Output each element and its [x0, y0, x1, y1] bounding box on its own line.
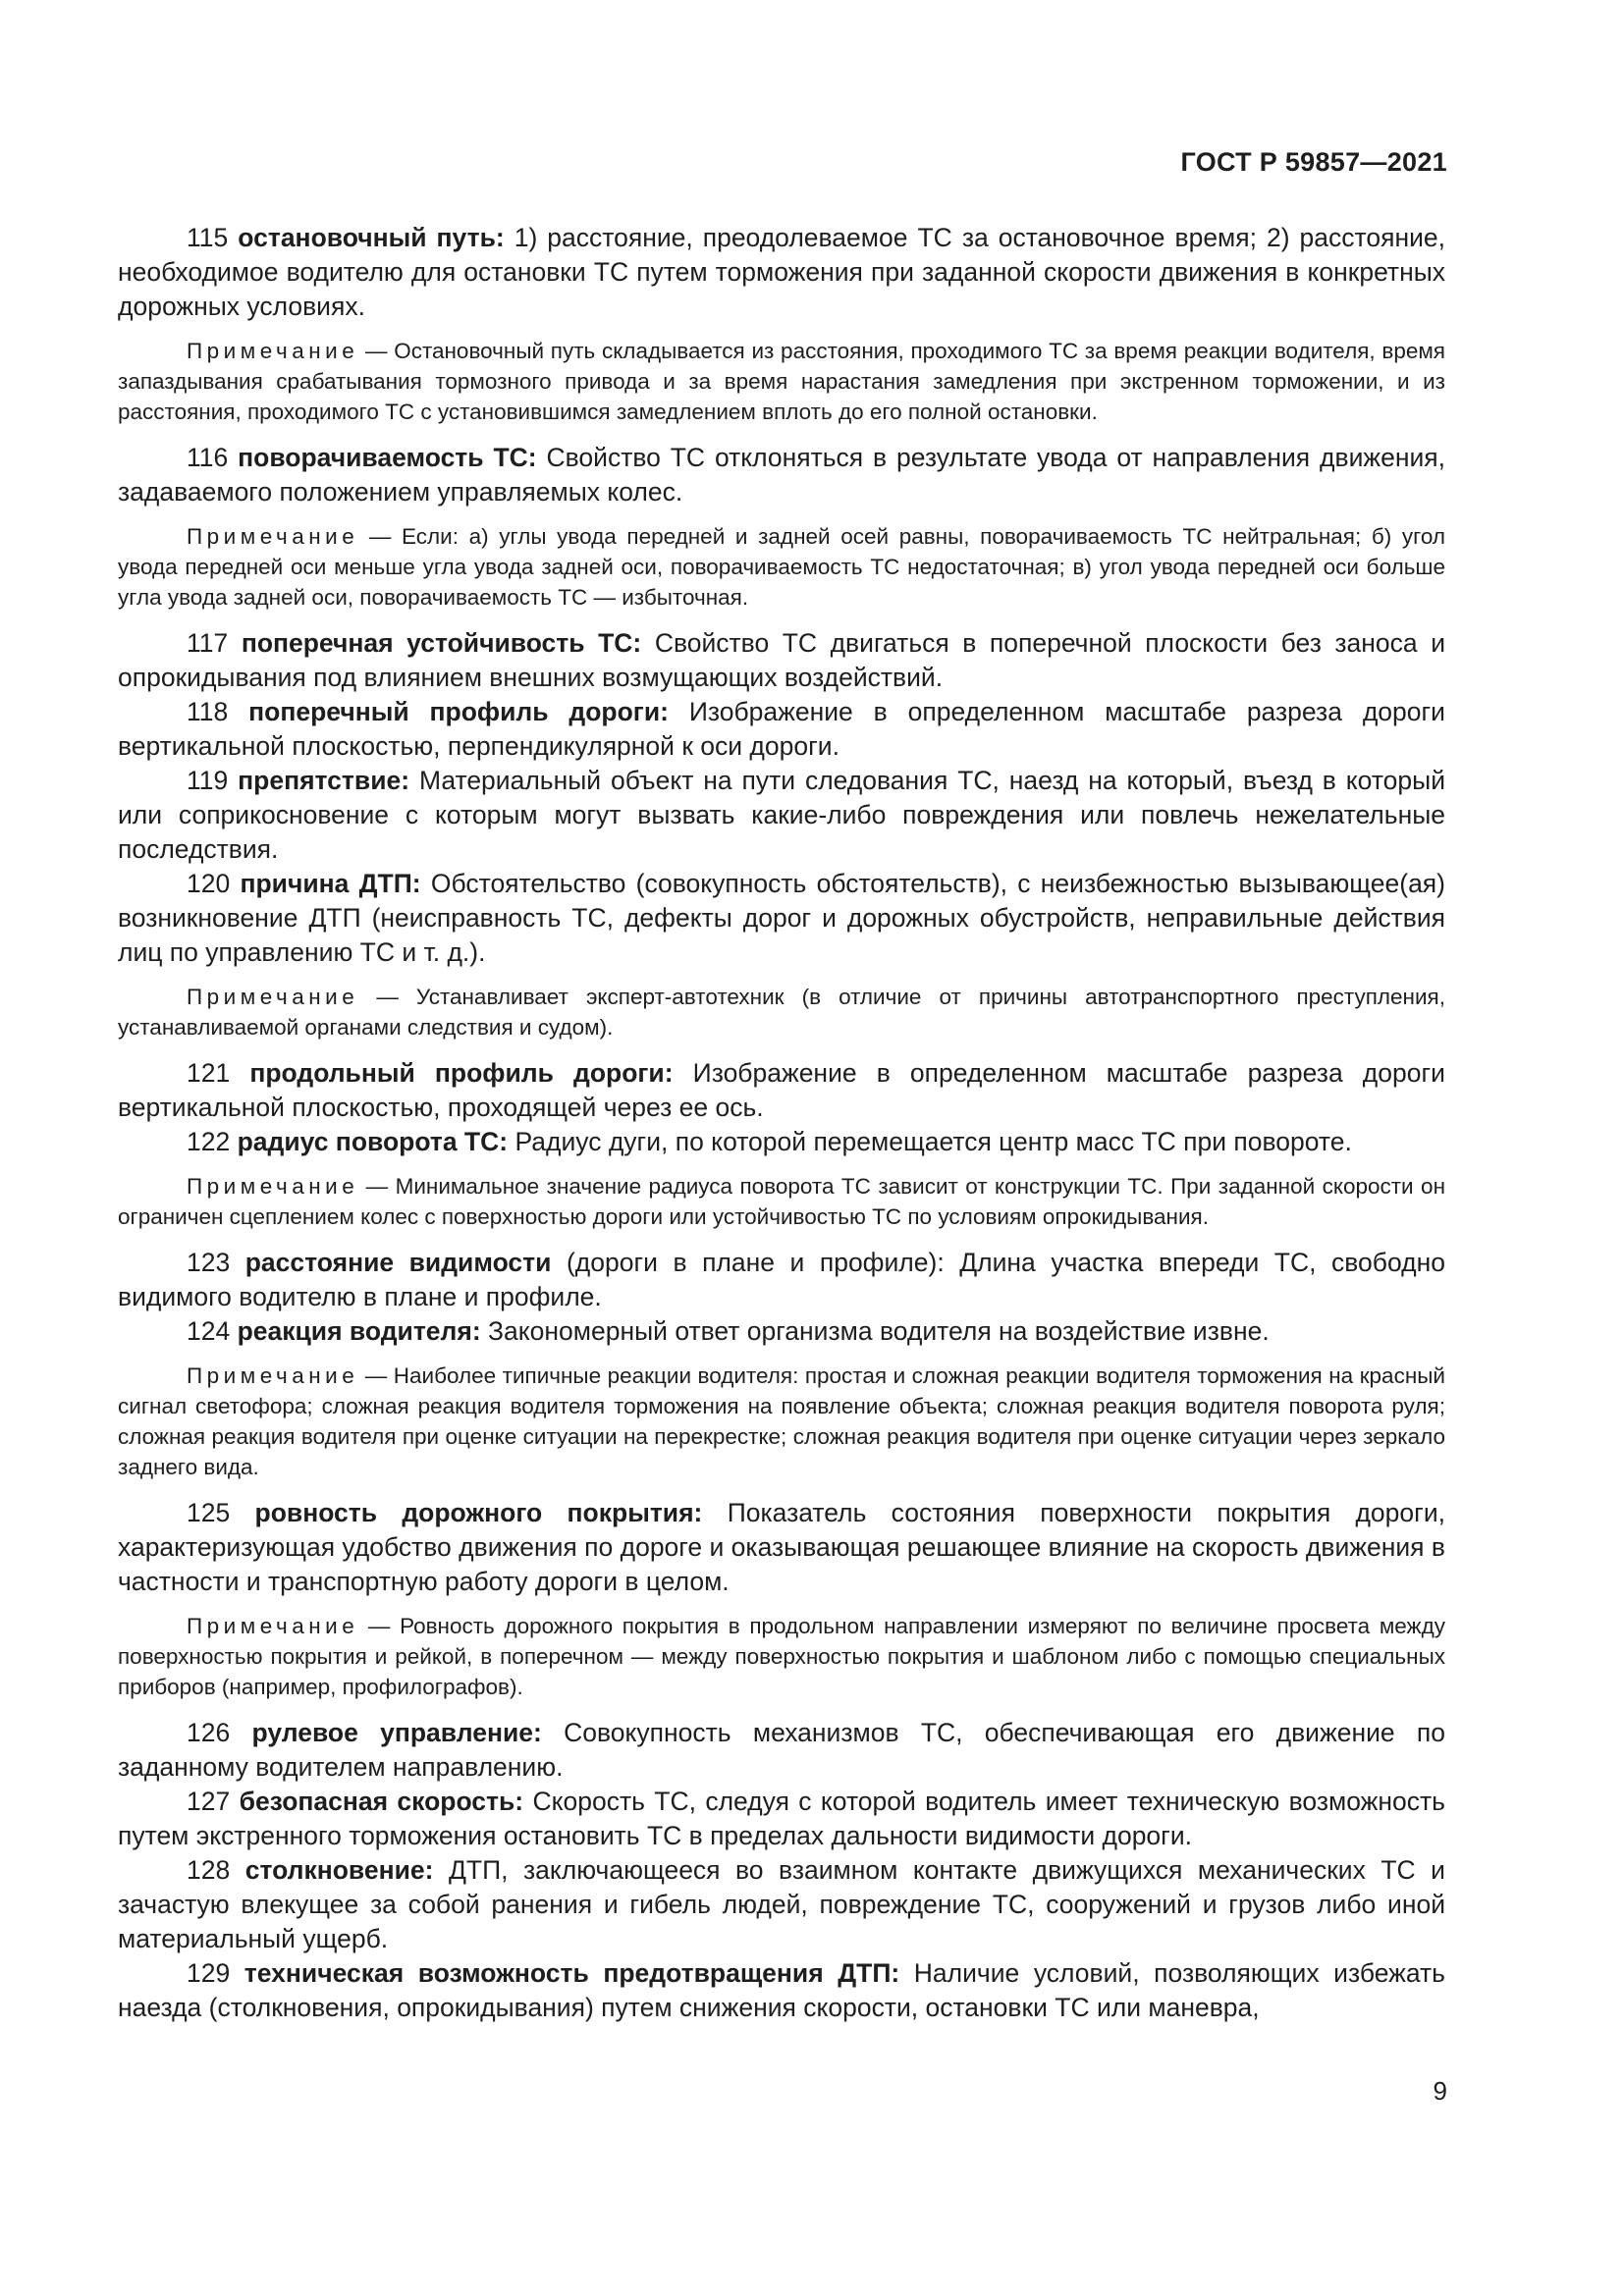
term-number: 127 — [187, 1787, 231, 1816]
term-title: рулевое управление: — [251, 1718, 542, 1747]
term-note — [118, 982, 1445, 1042]
term-entry — [118, 1056, 1445, 1125]
note-label: Примечание — [187, 985, 359, 1009]
term-note — [118, 521, 1445, 613]
term-definition: Изображение в определенном масштабе разреза дороги вертикальной плоскостью, проходящей через ее ось. — [118, 1058, 1445, 1122]
term-entry — [118, 1125, 1445, 1159]
term-title: причина ДТП: — [240, 869, 421, 898]
term-entry — [118, 1716, 1445, 1785]
term-entry — [118, 441, 1445, 509]
term-definition: Материальный объект на пути следования ТС, наезд на который, въезд в который или соприкосновение с которым могут вызвать какие-либо повреждения или повлечь нежелательные последствия. — [118, 766, 1445, 864]
note-text: — Наиболее типичные реакции водителя: простая и сложная реакции водителя торможения на красный сигнал светофора; сложная реакция водителя торможения на появление объекта; сложная реакция водителя поворота руля; сложная реакция водителя при оценке ситуации на перекрестке; сложная реакция водителя при оценке ситуации через зеркало заднего вида. — [118, 1363, 1445, 1479]
term-definition: Совокупность механизмов ТС, обеспечивающая его движение по заданному водителем направлению. — [118, 1718, 1445, 1782]
term-number: 116 — [187, 443, 229, 472]
term-definition: (дороги в плане и профиле): Длина участка впереди ТС, свободно видимого водителю в плане и профиле. — [118, 1248, 1445, 1311]
term-number: 128 — [187, 1855, 231, 1885]
term-entry — [118, 1785, 1445, 1853]
document-header: ГОСТ Р 59857—2021 — [1180, 147, 1447, 177]
term-entry — [118, 1314, 1445, 1349]
term-number: 122 — [187, 1127, 231, 1156]
note-text: — Минимальное значение радиуса поворота ТС зависит от конструкции ТС. При заданной скорости он ограничен сцеплением колес с поверхностью дороги или устойчивостью ТС по условиям опрокидывания. — [118, 1174, 1445, 1229]
document-body — [118, 221, 1445, 2025]
note-label: Примечание — [187, 524, 359, 549]
term-entry — [118, 1853, 1445, 1956]
term-number: 120 — [187, 869, 231, 898]
term-definition: Изображение в определенном масштабе разреза дороги вертикальной плоскостью, перпендикулярной к оси дороги. — [118, 697, 1445, 761]
term-number: 129 — [187, 1958, 231, 1988]
term-title: поворачиваемость ТС: — [238, 443, 537, 472]
term-entry — [118, 1246, 1445, 1314]
note-label: Примечание — [187, 1174, 359, 1199]
term-note — [118, 1171, 1445, 1232]
term-title: поперечная устойчивость ТС: — [241, 628, 642, 658]
term-entry — [118, 695, 1445, 764]
term-number: 117 — [187, 628, 229, 658]
term-definition: Наличие условий, позволяющих избежать наезда (столкновения, опрокидывания) путем снижения скорости, остановки ТС или маневра, — [118, 1958, 1445, 2022]
term-number: 124 — [187, 1316, 231, 1346]
term-number: 119 — [187, 766, 229, 795]
term-definition: ДТП, заключающееся во взаимном контакте движущихся механических ТС и зачастую влекущее за собой ранения и гибель людей, повреждение ТС, сооружений и грузов либо иной материальный ущерб. — [118, 1855, 1445, 1953]
term-definition: Закономерный ответ организма водителя на воздействие извне. — [488, 1316, 1270, 1346]
term-number: 121 — [187, 1058, 231, 1088]
page-number: 9 — [1433, 2076, 1447, 2106]
term-title: расстояние видимости — [244, 1248, 552, 1277]
term-number: 115 — [187, 223, 229, 252]
note-label: Примечание — [187, 1614, 359, 1638]
note-label: Примечание — [187, 1363, 359, 1388]
term-title: остановочный путь: — [238, 223, 505, 252]
term-entry — [118, 221, 1445, 324]
term-note — [118, 336, 1445, 427]
term-note — [118, 1361, 1445, 1482]
term-entry — [118, 867, 1445, 970]
term-definition: Обстоятельство (совокупность обстоятельств), с неизбежностью вызывающее(ая) возникновение ДТП (неисправность ТС, дефекты дорог и дорожных обустройств, неправильные действия лиц по управлению ТС и т. д.). — [118, 869, 1445, 967]
term-title: столкновение: — [244, 1855, 434, 1885]
term-number: 125 — [187, 1498, 231, 1527]
term-title: безопасная скорость: — [239, 1787, 524, 1816]
note-text: — Ровность дорожного покрытия в продольном направлении измеряют по величине просвета между поверхностью покрытия и рейкой, в поперечном — между поверхностью покрытия и шаблоном либо с помощью специальных приборов (например, профилографов). — [118, 1614, 1445, 1699]
term-title: ровность дорожного покрытия: — [254, 1498, 703, 1527]
term-title: препятствие: — [238, 766, 410, 795]
term-title: радиус поворота ТС: — [237, 1127, 509, 1156]
term-title: реакция водителя: — [237, 1316, 481, 1346]
term-title: поперечный профиль дороги: — [248, 697, 669, 726]
term-note — [118, 1611, 1445, 1702]
term-title: продольный профиль дороги: — [249, 1058, 674, 1088]
term-definition: Показатель состояния поверхности покрытия дороги, характеризующая удобство движения по дороге и оказывающая решающее влияние на скорость движения в частности и транспортную работу дороги в целом. — [118, 1498, 1445, 1596]
term-definition: Свойство ТС отклоняться в результате увода от направления движения, задаваемого положением управляемых колес. — [118, 443, 1445, 507]
term-number: 118 — [187, 697, 229, 726]
term-definition: Радиус дуги, по которой перемещается центр масс ТС при повороте. — [514, 1127, 1352, 1156]
term-definition: 1) расстояние, преодолеваемое ТС за остановочное время; 2) расстояние, необходимое водителю для остановки ТС путем торможения при заданной скорости движения в конкретных дорожных условиях. — [118, 223, 1445, 321]
term-entry — [118, 626, 1445, 695]
note-text: — Если: а) углы увода передней и задней осей равны, поворачиваемость ТС нейтральная; б) угол увода передней оси меньше угла увода задней оси, поворачиваемость ТС недостаточная; в) угол увода передней оси больше угла увода задней оси, поворачиваемость ТС — избыточная. — [118, 524, 1445, 610]
term-definition: Скорость ТС, следуя с которой водитель имеет техническую возможность путем экстренного торможения остановить ТС в пределах дальности видимости дороги. — [118, 1787, 1445, 1850]
term-entry — [118, 1496, 1445, 1599]
term-definition: Свойство ТС двигаться в поперечной плоскости без заноса и опрокидывания под влиянием внешних возмущающих воздействий. — [118, 628, 1446, 692]
note-text: — Устанавливает эксперт-автотехник (в отличие от причины автотранспортного преступления, устанавливаемой органами следствия и судом). — [118, 985, 1445, 1040]
term-number: 123 — [187, 1248, 231, 1277]
term-number: 126 — [187, 1718, 231, 1747]
note-text: — Остановочный путь складывается из расстояния, проходимого ТС за время реакции водителя, время запаздывания срабатывания тормозного привода и за время нарастания замедления при экстренном торможении, и из расстояния, проходимого ТС с установившимся замедлением вплоть до его полной остановки. — [118, 339, 1445, 424]
term-entry — [118, 764, 1445, 867]
term-title: техническая возможность предотвращения ДТП: — [244, 1958, 900, 1988]
note-label: Примечание — [187, 339, 359, 363]
term-entry — [118, 1956, 1445, 2025]
